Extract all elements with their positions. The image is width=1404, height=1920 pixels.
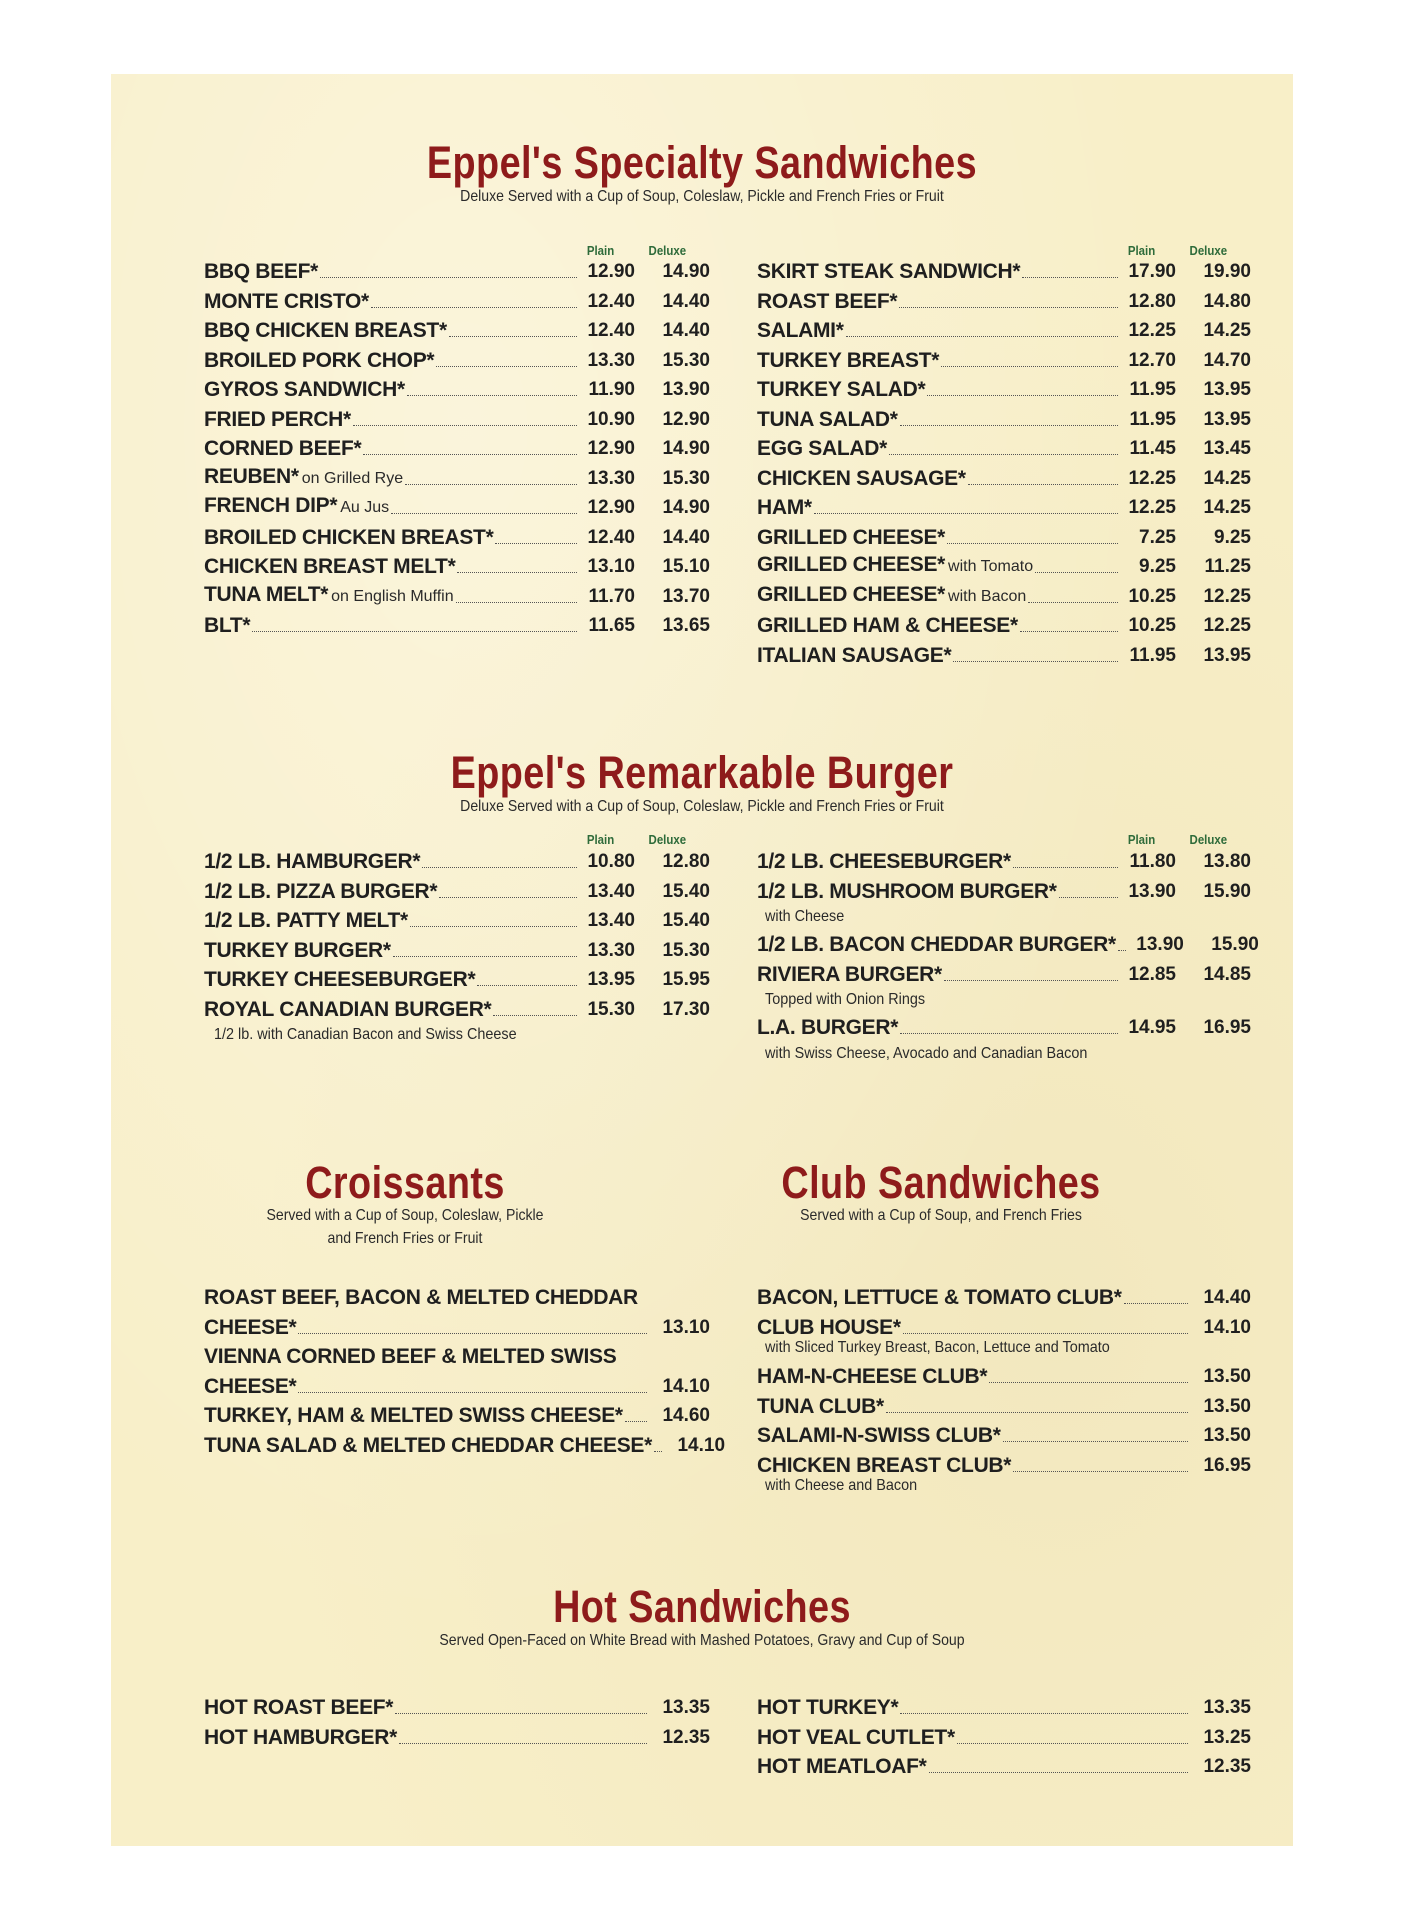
deluxe-price: 12.90 [662,408,710,430]
plain-price: 12.70 [1128,349,1176,371]
deluxe-price: 15.30 [662,349,710,371]
dot-leader [449,336,577,337]
specialty-plain-header: Plain [586,243,615,258]
item-name: 1/2 LB. HAMBURGER* [204,850,421,873]
dot-leader [371,307,577,308]
item-name: TUNA SALAD & MELTED CHEDDAR CHEESE* [204,1433,653,1457]
item-name: ROAST BEEF, BACON & MELTED CHEDDAR [204,1286,638,1309]
menu-item [204,1371,710,1399]
item-name: FRENCH DIP* Au Jus [204,494,390,517]
price: 13.35 [662,1697,710,1718]
price: 14.10 [1203,1316,1251,1338]
deluxe-price: 13.70 [662,585,710,607]
menu-item [204,522,710,550]
dot-leader [252,631,577,632]
item-name: HAM-N-CHEESE CLUB* [757,1365,988,1388]
dot-leader [1020,631,1118,632]
item-name: HAM* [757,496,812,519]
item-name: FRIED PERCH* [204,407,351,431]
plain-price: 13.40 [587,880,635,902]
menu-item [204,1692,710,1720]
item-description: Topped with Onion Rings [765,991,926,1008]
dot-leader [903,1333,1188,1334]
plain-price: 12.25 [1128,320,1176,341]
item-qualifier: with Bacon [948,587,1027,605]
item-name: HOT VEAL CUTLET* [757,1725,955,1749]
menu-item [204,492,710,520]
item-qualifier: on Grilled Rye [301,469,404,487]
deluxe-price: 15.30 [662,939,710,961]
deluxe-price: 12.25 [1203,585,1251,607]
item-name: TURKEY BREAST* [757,348,940,372]
price: 12.35 [1203,1756,1251,1777]
menu-item [757,433,1251,461]
menu-item [204,876,710,904]
croissants-title: Croissants [305,1157,505,1208]
dot-leader [953,661,1118,662]
deluxe-price: 14.80 [1203,290,1251,312]
plain-price: 11.90 [588,379,635,400]
menu-item [204,935,710,963]
item-name: ROYAL CANADIAN BURGER* [204,997,492,1021]
price: 13.35 [1203,1697,1251,1718]
menu-item [757,846,1251,874]
hot-title: Hot Sandwiches [553,1581,851,1632]
deluxe-price: 16.95 [1203,1017,1251,1038]
plain-price: 11.65 [588,615,635,636]
plain-price: 11.95 [1129,379,1176,400]
menu-item [204,463,710,491]
deluxe-price: 14.25 [1203,467,1251,489]
menu-item [204,433,710,461]
item-name: GRILLED HAM & CHEESE* [757,614,1018,637]
dot-leader [900,1713,1188,1714]
item-name: TUNA MELT* on English Muffin [204,582,454,606]
plain-price: 11.95 [1129,644,1176,666]
dot-leader [495,543,577,544]
item-name: CORNED BEEF* [204,437,362,460]
item-name: 1/2 LB. BACON CHEDDAR BURGER* [757,933,1116,956]
croissants-subtitle-line2: and French Fries or Fruit [327,1230,483,1247]
dot-leader [944,980,1118,981]
menu-item [757,1450,1251,1478]
plain-price: 12.80 [1128,290,1176,312]
deluxe-price: 13.80 [1203,851,1251,872]
dot-leader [1028,602,1118,603]
deluxe-price: 14.70 [1203,349,1251,371]
dot-leader [405,484,577,485]
menu-item [204,905,710,933]
burger-plain-header: Plain [586,832,615,847]
menu-item [757,1722,1251,1750]
burger-deluxe-header-right: Deluxe [1189,832,1228,847]
menu-item [757,463,1251,491]
item-qualifier: with Tomato [948,558,1034,575]
item-name: HOT MEATLOAF* [757,1755,927,1778]
deluxe-price: 9.25 [1214,526,1251,548]
deluxe-price: 14.40 [662,526,710,548]
plain-price: 10.80 [587,851,635,872]
dot-leader [929,1772,1188,1773]
item-name: TURKEY, HAM & MELTED SWISS CHEESE* [204,1404,623,1427]
item-name: TUNA SALAD* [757,407,898,431]
deluxe-price: 14.25 [1203,320,1251,341]
menu-item [204,846,710,874]
hot-subtitle: Served Open-Faced on White Bread with Mashed Potatoes, Gravy and Cup of Soup [439,1632,965,1649]
plain-price: 17.90 [1128,261,1176,282]
plain-price: 13.90 [1136,934,1184,955]
item-name: SALAMI-N-SWISS CLUB* [757,1424,1001,1447]
deluxe-price: 15.90 [1211,934,1259,955]
deluxe-price: 17.30 [662,998,710,1020]
menu-page [111,74,1293,1846]
dot-leader [353,425,577,426]
plain-price: 13.95 [587,969,635,990]
dot-leader [654,1451,662,1452]
plain-price: 12.40 [587,320,635,341]
dot-leader [393,956,577,957]
burger-plain-header-right: Plain [1127,832,1156,847]
deluxe-price: 15.30 [662,467,710,489]
plain-price: 14.95 [1128,1017,1176,1038]
menu-item [757,315,1251,343]
menu-item [757,1751,1251,1779]
deluxe-price: 15.40 [662,880,710,902]
dot-leader [363,454,577,455]
item-name: EGG SALAD* [757,437,888,460]
item-name: TUNA CLUB* [757,1394,884,1418]
menu-item [757,1012,1251,1040]
menu-item [204,1312,710,1340]
dot-leader [391,513,577,514]
item-name: MONTE CRISTO* [204,289,369,313]
deluxe-price: 14.85 [1203,963,1251,985]
item-name: SALAMI* [757,319,844,342]
item-name: SKIRT STEAK SANDWICH* [757,260,1021,283]
menu-item [204,315,710,343]
item-description: 1/2 lb. with Canadian Bacon and Swiss Cheese [214,1026,517,1043]
dot-leader [927,395,1118,396]
item-name: GRILLED CHEESE* with Tomato [757,553,1034,576]
item-description: with Swiss Cheese, Avocado and Canadian Bacon [765,1044,1088,1062]
dot-leader [941,366,1118,367]
price: 13.10 [662,1316,710,1338]
deluxe-price: 13.65 [662,615,710,636]
menu-item [757,492,1251,520]
item-name: REUBEN* on Grilled Rye [204,464,404,488]
specialty-plain-header-right: Plain [1127,243,1156,258]
plain-price: 11.80 [1129,851,1176,872]
burger-deluxe-header: Deluxe [648,832,687,847]
menu-item [204,964,710,992]
menu-item [204,1400,710,1428]
item-name: TURKEY SALAD* [757,378,926,401]
price: 13.50 [1203,1425,1251,1446]
item-name: HOT HAMBURGER* [204,1725,397,1749]
item-name: BROILED PORK CHOP* [204,348,435,372]
deluxe-price: 11.25 [1204,556,1251,577]
dot-leader [625,1421,647,1422]
item-qualifier: Au Jus [340,499,390,516]
dot-leader [1124,1303,1188,1304]
dot-leader [395,1713,647,1714]
plain-price: 13.10 [587,556,635,577]
price: 13.50 [1203,1366,1251,1387]
menu-item [204,345,710,373]
dot-leader [947,543,1118,544]
deluxe-price: 13.95 [1203,644,1251,666]
dot-leader [399,1743,647,1744]
plain-price: 13.40 [587,910,635,931]
item-name: HOT TURKEY* [757,1696,899,1719]
specialty-deluxe-header-right: Deluxe [1189,243,1228,258]
item-qualifier: on English Muffin [331,587,454,605]
dot-leader [298,1392,647,1393]
menu-item [204,610,710,638]
item-name: BBQ BEEF* [204,260,318,283]
dot-leader [298,1333,647,1334]
dot-leader [900,1033,1118,1034]
menu-item [204,286,710,314]
dot-leader [1059,897,1118,898]
dot-leader [407,395,577,396]
item-name: BBQ CHICKEN BREAST* [204,319,447,342]
item-name: HOT ROAST BEEF* [204,1696,394,1719]
item-name: CHICKEN BREAST MELT* [204,555,456,578]
dot-leader [1013,1471,1188,1472]
deluxe-price: 14.25 [1203,497,1251,518]
item-name: 1/2 LB. CHEESEBURGER* [757,850,1011,873]
item-name: BLT* [204,614,251,637]
item-description: with Cheese [765,908,845,925]
dot-leader [439,897,577,898]
item-description: with Sliced Turkey Breast, Bacon, Lettuce and Tomato [765,1339,1110,1356]
menu-item [204,404,710,432]
menu-item [204,581,710,609]
plain-price: 11.45 [1129,438,1176,459]
plain-price: 13.90 [1128,880,1176,902]
deluxe-price: 13.95 [1203,379,1251,400]
item-name: CHICKEN BREAST CLUB* [757,1453,1012,1477]
item-name: TURKEY CHEESEBURGER* [204,968,476,991]
burger-title: Eppel's Remarkable Burger [450,747,954,798]
club-title: Club Sandwiches [781,1157,1101,1208]
menu-item [757,1391,1251,1419]
plain-price: 13.30 [587,349,635,371]
menu-item [757,1312,1251,1340]
item-name: CHEESE* [204,1315,297,1339]
plain-price: 11.70 [588,585,635,607]
dot-leader [814,513,1118,514]
dot-leader [410,926,577,927]
deluxe-price: 14.40 [662,320,710,341]
menu-item [204,1430,726,1458]
plain-price: 12.25 [1128,497,1176,518]
dot-leader [968,484,1118,485]
deluxe-price: 14.40 [662,290,710,312]
item-name: 1/2 LB. PATTY MELT* [204,909,408,932]
menu-item [757,256,1251,284]
menu-item [757,551,1251,579]
deluxe-price: 14.90 [662,497,710,518]
dot-leader [477,985,577,986]
menu-item [204,256,710,284]
price: 14.60 [662,1405,710,1426]
plain-price: 9.25 [1139,556,1176,577]
menu-item [204,374,710,402]
plain-price: 12.85 [1128,963,1176,985]
club-subtitle: Served with a Cup of Soup, and French Fries [800,1207,1082,1224]
dot-leader [320,277,577,278]
item-name: CHICKEN SAUSAGE* [757,466,966,490]
specialty-subtitle: Deluxe Served with a Cup of Soup, Coleslaw, Pickle and French Fries or Fruit [460,188,944,205]
specialty-deluxe-header: Deluxe [648,243,687,258]
plain-price: 12.40 [587,526,635,548]
plain-price: 13.30 [587,467,635,489]
plain-price: 12.90 [587,261,635,282]
menu-item [757,876,1251,904]
deluxe-price: 15.10 [662,556,710,577]
item-name-line [204,1341,616,1369]
dot-leader [1035,572,1118,573]
dot-leader [886,1412,1188,1413]
item-name: CLUB HOUSE* [757,1315,901,1339]
item-name-line [204,1282,638,1310]
item-name: 1/2 LB. PIZZA BURGER* [204,879,438,903]
plain-price: 10.25 [1128,585,1176,607]
deluxe-price: 14.90 [662,261,710,282]
price: 13.50 [1203,1395,1251,1417]
dot-leader [457,572,577,573]
menu-item [204,994,710,1022]
price: 12.35 [662,1726,710,1748]
item-name: GRILLED CHEESE* with Bacon [757,582,1027,606]
menu-item [757,286,1251,314]
price: 13.25 [1203,1726,1251,1748]
dot-leader [493,1015,577,1016]
menu-item [757,1282,1251,1310]
dot-leader [456,602,577,603]
deluxe-price: 12.80 [662,851,710,872]
plain-price: 10.90 [587,408,635,430]
menu-item [757,522,1251,550]
menu-item [757,374,1251,402]
menu-item [757,345,1251,373]
deluxe-price: 15.95 [662,969,710,990]
plain-price: 7.25 [1139,526,1176,548]
price: 14.10 [677,1434,726,1456]
menu-item [757,929,1259,957]
dot-leader [1022,277,1118,278]
plain-price: 12.40 [587,290,635,312]
menu-item [757,610,1251,638]
plain-price: 11.95 [1129,408,1176,430]
menu-item [757,581,1251,609]
deluxe-price: 15.40 [662,910,710,931]
dot-leader [899,307,1118,308]
menu-item [757,404,1251,432]
item-name: VIENNA CORNED BEEF & MELTED SWISS [204,1345,617,1368]
menu-item [757,640,1251,668]
plain-price: 12.90 [587,497,635,518]
dot-leader [900,425,1118,426]
plain-price: 10.25 [1128,615,1176,636]
item-name: ROAST BEEF* [757,289,898,313]
menu-item [757,1692,1251,1720]
item-description: with Cheese and Bacon [765,1477,918,1494]
item-name: CHEESE* [204,1374,297,1398]
croissants-subtitle-line1: Served with a Cup of Soup, Coleslaw, Pickle [266,1207,544,1224]
item-name: 1/2 LB. MUSHROOM BURGER* [757,879,1057,903]
deluxe-price: 13.95 [1203,408,1251,430]
menu-item [757,959,1251,987]
item-name: TURKEY BURGER* [204,938,391,962]
plain-price: 12.25 [1128,467,1176,489]
price: 16.95 [1203,1454,1251,1476]
dot-leader [1118,950,1126,951]
plain-price: 13.30 [587,939,635,961]
item-name: L.A. BURGER* [757,1016,899,1039]
dot-leader [989,1382,1188,1383]
item-name: BACON, LETTUCE & TOMATO CLUB* [757,1286,1122,1309]
item-name: BROILED CHICKEN BREAST* [204,525,494,549]
dot-leader [1003,1441,1188,1442]
item-name: GRILLED CHEESE* [757,525,946,549]
deluxe-price: 13.90 [662,379,710,400]
dot-leader [422,867,577,868]
dot-leader [889,454,1118,455]
dot-leader [957,1743,1188,1744]
item-name: GYROS SANDWICH* [204,378,405,401]
item-name: RIVIERA BURGER* [757,962,942,986]
plain-price: 15.30 [587,998,635,1020]
menu-item [757,1420,1251,1448]
dot-leader [436,366,577,367]
item-name: ITALIAN SAUSAGE* [757,643,952,667]
deluxe-price: 13.45 [1203,438,1251,459]
menu-item [204,551,710,579]
deluxe-price: 19.90 [1203,261,1251,282]
burger-subtitle: Deluxe Served with a Cup of Soup, Coleslaw, Pickle and French Fries or Fruit [460,798,944,815]
deluxe-price: 15.90 [1203,880,1251,902]
plain-price: 12.90 [587,438,635,459]
price: 14.10 [662,1375,710,1397]
menu-item [204,1722,710,1750]
specialty-title: Eppel's Specialty Sandwiches [426,137,978,188]
menu-item [757,1361,1251,1389]
deluxe-price: 14.90 [662,438,710,459]
dot-leader [1013,867,1118,868]
price: 14.40 [1203,1287,1251,1308]
deluxe-price: 12.25 [1203,615,1251,636]
dot-leader [846,336,1118,337]
